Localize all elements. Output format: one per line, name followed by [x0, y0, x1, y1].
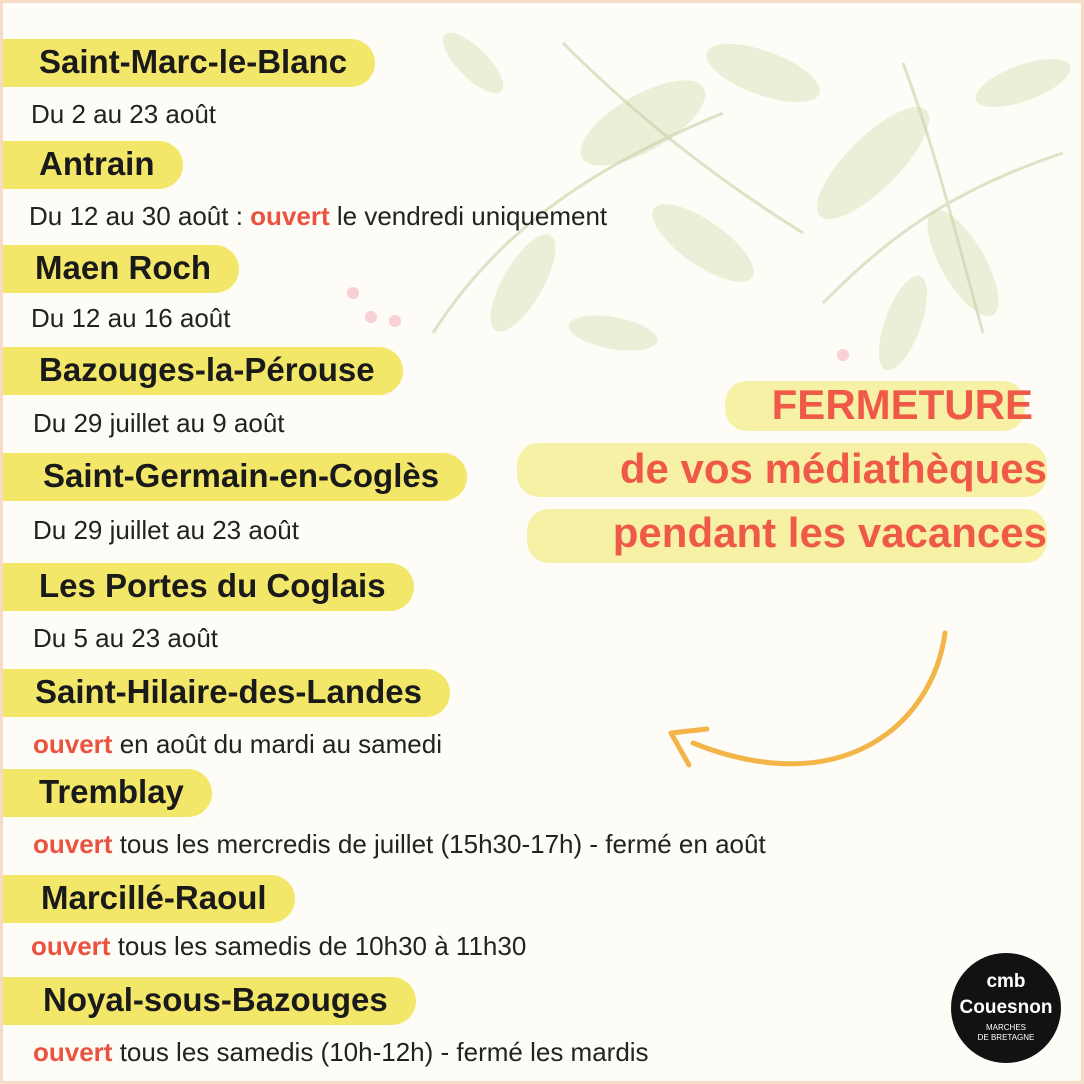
library-schedule: ouvert en août du mardi au samedi — [33, 729, 443, 759]
library-name: Les Portes du Coglais — [3, 563, 414, 611]
library-entry — [3, 669, 450, 717]
library-schedule: Du 29 juillet au 23 août — [33, 515, 299, 545]
library-entry — [3, 875, 295, 923]
couesnon-logo — [951, 953, 1061, 1063]
logo-name: Couesnon — [959, 997, 1053, 1018]
headline-line-3: pendant les vacances — [612, 509, 1047, 556]
logo-subtitle: MARCHES DE BRETAGNE — [977, 1023, 1035, 1042]
headline — [613, 373, 1047, 565]
library-name: Saint-Germain-en-Coglès — [3, 453, 467, 501]
library-schedule: Du 5 au 23 août — [33, 623, 219, 653]
library-name: Marcillé-Raoul — [3, 875, 295, 923]
library-schedule: Du 12 au 30 août : ouvert le vendredi uniquement — [29, 201, 608, 231]
library-name: Maen Roch — [3, 245, 239, 293]
library-entry — [3, 769, 212, 817]
library-entry — [3, 245, 239, 293]
library-entry — [3, 563, 414, 611]
library-name: Tremblay — [3, 769, 212, 817]
library-schedule: Du 29 juillet au 9 août — [33, 408, 285, 438]
library-entry — [3, 347, 403, 395]
library-entry — [3, 453, 467, 501]
library-name: Noyal-sous-Bazouges — [3, 977, 416, 1025]
library-name: Bazouges-la-Pérouse — [3, 347, 403, 395]
library-schedule: ouvert tous les mercredis de juillet (15h30-17h) - fermé en août — [33, 829, 766, 859]
library-name: Antrain — [3, 141, 183, 189]
library-entry — [3, 977, 416, 1025]
library-schedule: ouvert tous les samedis de 10h30 à 11h30 — [31, 931, 527, 961]
library-name: Saint-Hilaire-des-Landes — [3, 669, 450, 717]
library-entry — [3, 39, 375, 87]
library-entry — [3, 141, 183, 189]
library-schedule: ouvert tous les samedis (10h-12h) - fermé les mardis — [33, 1037, 649, 1067]
library-schedule: Du 2 au 23 août — [31, 99, 217, 129]
library-schedule: Du 12 au 16 août — [31, 303, 231, 333]
library-name: Saint-Marc-le-Blanc — [3, 39, 375, 87]
headline-line-1: FERMETURE — [771, 381, 1033, 428]
arrow — [693, 633, 945, 764]
logo-mark: cmb — [986, 971, 1026, 992]
headline-line-2: de vos médiathèques — [619, 445, 1047, 492]
